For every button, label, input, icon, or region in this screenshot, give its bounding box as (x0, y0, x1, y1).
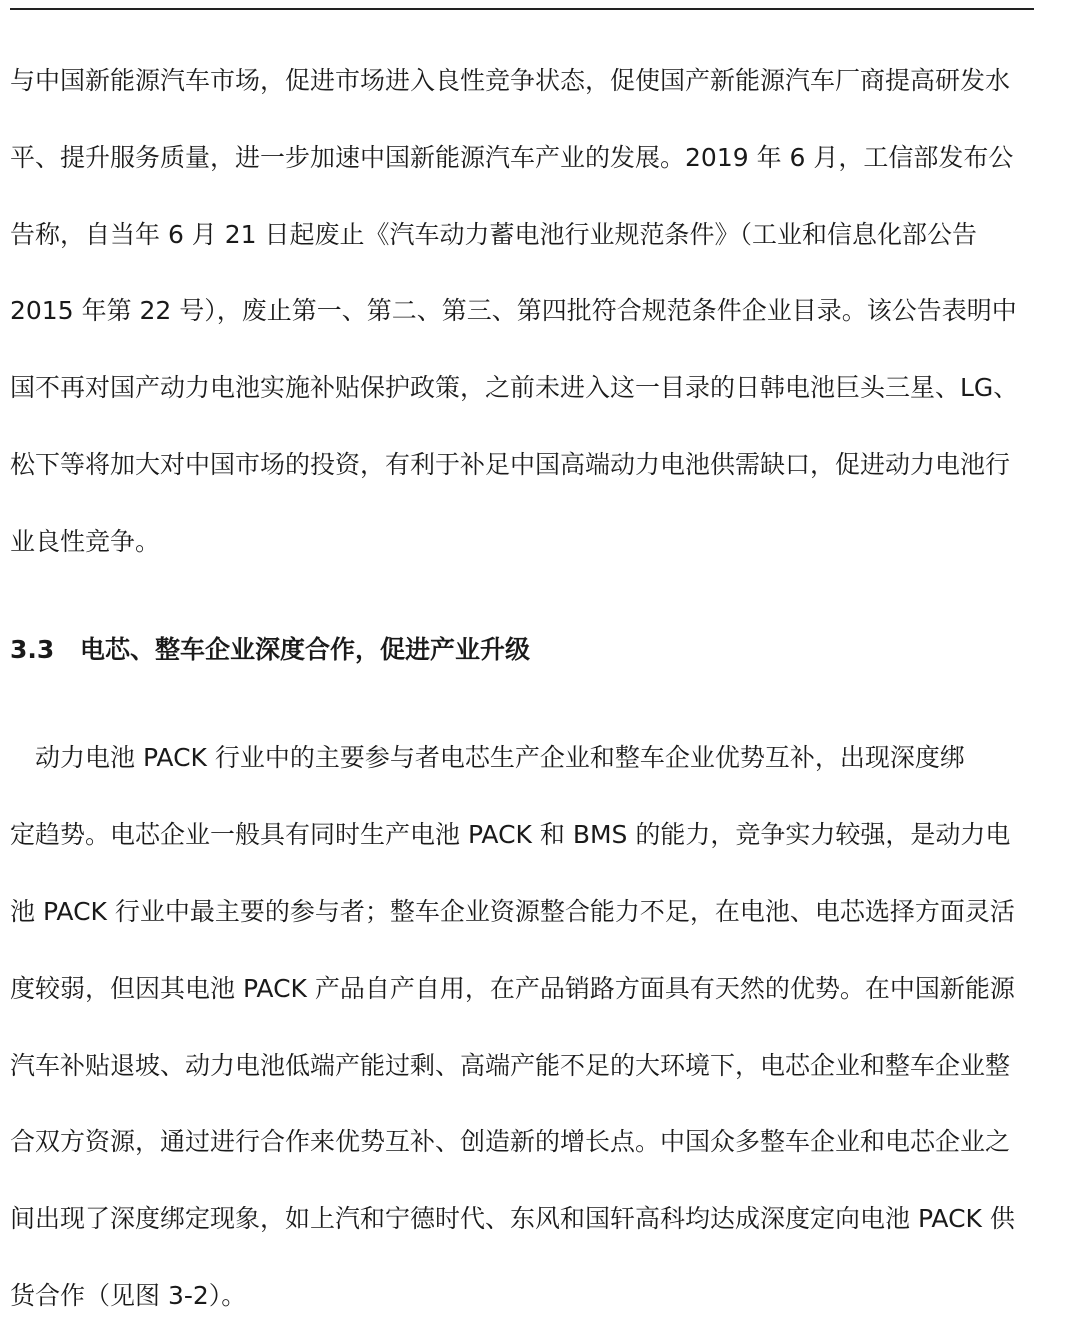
paragraph-line: 定趋势。电芯企业一般具有同时生产电池 PACK 和 BMS 的能力，竞争实力较强，是动力电 (10, 820, 1011, 849)
paragraph-line: 货合作（见图 3-2）。 (10, 1281, 247, 1310)
paragraph-line: 汽车补贴退坡、动力电池低端产能过剩、高端产能不足的大环境下，电芯企业和整车企业整 (10, 1051, 1011, 1080)
paragraph-line: 合双方资源，通过进行合作来优势互补、创造新的增长点。中国众多整车企业和电芯企业之 (10, 1127, 1011, 1156)
paragraph-line: 池 PACK 行业中最主要的参与者；整车企业资源整合能力不足，在电池、电芯选择方面灵活 (10, 897, 1015, 926)
paragraph-line: 间出现了深度绑定现象，如上汽和宁德时代、东风和国轩高科均达成深度定向电池 PACK 供 (10, 1204, 1015, 1233)
section-title: 电芯、整车企业深度合作，促进产业升级 (80, 635, 531, 664)
paragraph-line: 平、提升服务质量，进一步加速中国新能源汽车产业的发展。2019 年 6 月，工信部发布公 (10, 143, 1014, 172)
paragraph-line: 2015 年第 22 号），废止第一、第二、第三、第四批符合规范条件企业目录。该公告表明中 (10, 296, 1017, 325)
paragraph-line: 度较弱，但因其电池 PACK 产品自产自用，在产品销路方面具有天然的优势。在中国新能源 (10, 974, 1015, 1003)
paragraph-line: 业良性竞争。 (10, 527, 161, 556)
paragraph-line: 动力电池 PACK 行业中的主要参与者电芯生产企业和整车企业优势互补，出现深度绑 (10, 743, 965, 772)
section-heading (10, 633, 530, 667)
top-rule (10, 8, 1034, 10)
paragraph-line: 松下等将加大对中国市场的投资，有利于补足中国高端动力电池供需缺口，促进动力电池行 (10, 450, 1011, 479)
section-number: 3.3 (10, 635, 55, 664)
paragraph-line: 告称，自当年 6 月 21 日起废止《汽车动力蓄电池行业规范条件》（工业和信息化部公告 (10, 220, 978, 249)
paragraph-line: 国不再对国产动力电池实施补贴保护政策，之前未进入这一目录的日韩电池巨头三星、LG、 (10, 373, 1019, 402)
paragraph-line: 与中国新能源汽车市场，促进市场进入良性竞争状态，促使国产新能源汽车厂商提高研发水 (10, 66, 1011, 95)
